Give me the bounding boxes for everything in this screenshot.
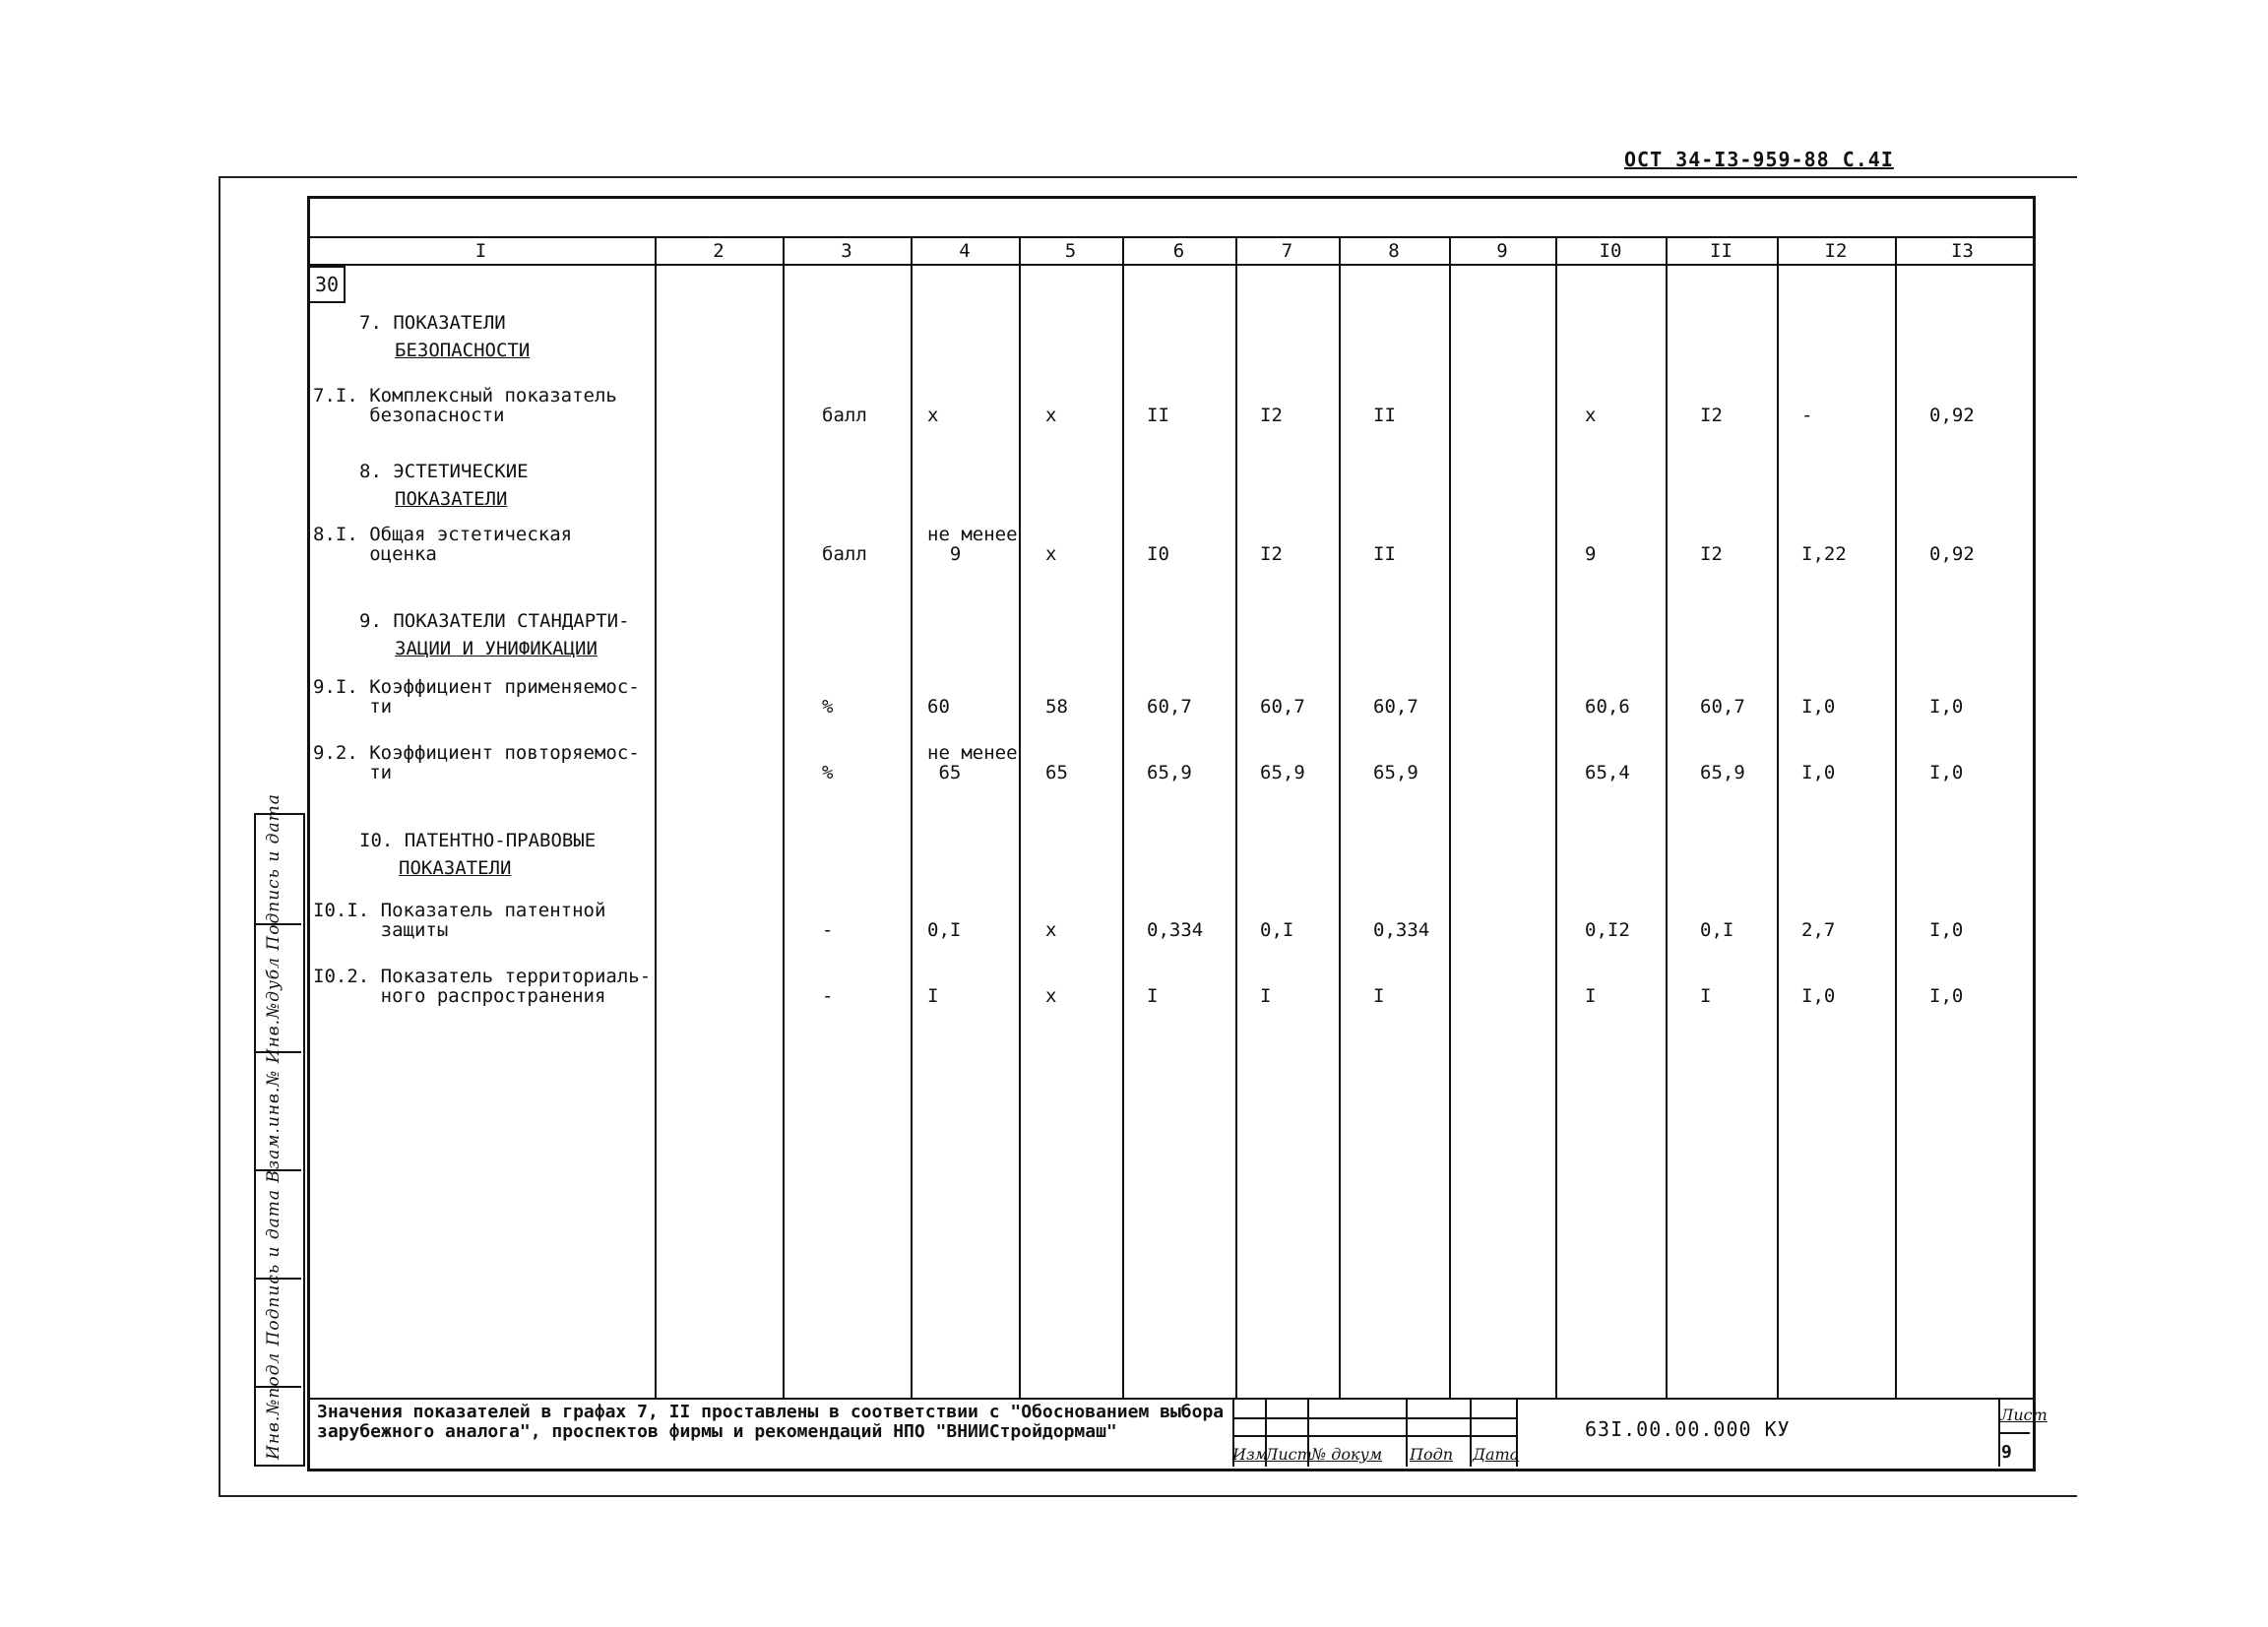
table-cell: I,0 (1929, 696, 1964, 718)
table-cell: - (822, 919, 834, 941)
table-cell: I,0 (1929, 919, 1964, 941)
table-cell: I,22 (1801, 543, 1847, 565)
column-divider (1895, 236, 1897, 1398)
stamp-label-izm: Изм (1232, 1445, 1268, 1464)
table-cell: I2 (1700, 543, 1723, 565)
table-cell: 0,92 (1929, 405, 1975, 426)
table-cell: х (927, 405, 939, 426)
column-divider (911, 236, 913, 1398)
table-cell: I,0 (1801, 985, 1836, 1007)
table-cell: I (1585, 985, 1597, 1007)
table-cell: - (822, 985, 834, 1007)
table-cell: 60,7 (1147, 696, 1192, 718)
column-divider (1122, 236, 1124, 1398)
column-divider (655, 236, 657, 1398)
column-number: I (474, 240, 487, 262)
column-number: 4 (959, 240, 971, 262)
column-divider (1666, 236, 1668, 1398)
stamp-label-docnum: № докум (1311, 1445, 1383, 1464)
table-cell: 0,334 (1147, 919, 1204, 941)
table-cell: I,0 (1801, 762, 1836, 783)
table-cell: % (822, 762, 834, 783)
table-cell: 65,4 (1585, 762, 1630, 783)
stamp-line (1232, 1435, 1516, 1437)
table-cell: 0,I2 (1585, 919, 1630, 941)
row-name: 8.I. Общая эстетическая оценка (313, 524, 573, 565)
page-badge: 30 (308, 266, 346, 303)
section-title: I0. ПАТЕНТНО-ПРАВОВЫЕ ПОКАЗАТЕЛИ (359, 830, 597, 879)
table-cell: 60,7 (1260, 696, 1305, 718)
header-bottom-line (307, 264, 2033, 266)
footer-note: Значения показателей в графах 7, II проставлены в соответствии с "Обоснованием выбора зарубежного аналога", проспектов фирмы и рекомендаций НПО "ВНИИСтройдормаш" (317, 1402, 1225, 1442)
table-cell: 0,92 (1929, 543, 1975, 565)
table-cell: не менее 65 (927, 742, 1018, 783)
table-cell: 0,I (1260, 919, 1294, 941)
row-name: I0.I. Показатель патентной защиты (313, 900, 606, 941)
table-cell: 65,9 (1260, 762, 1305, 783)
table-cell: х (1045, 985, 1057, 1007)
table-cell: 0,I (1700, 919, 1734, 941)
table-cell: I,0 (1929, 985, 1964, 1007)
table-cell: х (1045, 543, 1057, 565)
sheet-number: 9 (2001, 1442, 2012, 1463)
sheet-label: Лист (2000, 1406, 2048, 1424)
table-cell: не менее 9 (927, 524, 1018, 565)
stamp-label-list: Лист (1265, 1445, 1312, 1464)
column-number: 9 (1496, 240, 1508, 262)
column-divider (1449, 236, 1451, 1398)
column-number: I3 (1951, 240, 1974, 262)
stamp-line (1470, 1398, 1472, 1467)
table-cell: 65 (1045, 762, 1068, 783)
footer-line (307, 1398, 2033, 1400)
table-cell: II (1373, 543, 1396, 565)
table-cell: 60,7 (1700, 696, 1745, 718)
column-number: 6 (1172, 240, 1185, 262)
table-cell: I (927, 985, 939, 1007)
table-cell: 9 (1585, 543, 1597, 565)
side-stamp-text: Инв.№подл Подпись и дата Взам.инв.№ Инв.№дубл Подпись и дата (264, 793, 284, 1460)
column-number: I2 (1824, 240, 1848, 262)
document-code: ОСТ 34-I3-959-88 С.4I (1624, 148, 1894, 171)
table-cell: 65,9 (1700, 762, 1745, 783)
column-divider (1777, 236, 1779, 1398)
table-cell: 2,7 (1801, 919, 1836, 941)
stamp-line (1998, 1432, 2030, 1434)
section-title: 9. ПОКАЗАТЕЛИ СТАНДАРТИ- ЗАЦИИ И УНИФИКАЦИИ (359, 610, 630, 659)
column-number: 5 (1064, 240, 1077, 262)
table-cell: I (1700, 985, 1712, 1007)
table-cell: II (1147, 405, 1169, 426)
column-number: 3 (841, 240, 852, 262)
table-cell: 60,6 (1585, 696, 1630, 718)
table-cell: I (1373, 985, 1385, 1007)
stamp-line (1232, 1417, 1516, 1419)
column-number: II (1710, 240, 1732, 262)
column-divider (1339, 236, 1341, 1398)
table-cell: 58 (1045, 696, 1068, 718)
table-cell: % (822, 696, 834, 718)
table-cell: 0,I (927, 919, 962, 941)
column-number: 7 (1281, 240, 1293, 262)
table-cell: 60 (927, 696, 950, 718)
table-cell: балл (822, 405, 867, 426)
table-cell: 65,9 (1373, 762, 1418, 783)
table-cell: 0,334 (1373, 919, 1430, 941)
column-divider (783, 236, 785, 1398)
table-cell: I,0 (1929, 762, 1964, 783)
table-cell: II (1373, 405, 1396, 426)
table-cell: х (1045, 919, 1057, 941)
table-cell: балл (822, 543, 867, 565)
document-designation: 63I.00.00.000 КУ (1585, 1417, 1791, 1441)
table-cell: I,0 (1801, 696, 1836, 718)
table-cell: 60,7 (1373, 696, 1418, 718)
stamp-label-data: Дата (1473, 1445, 1520, 1464)
column-divider (1019, 236, 1021, 1398)
row-name: 9.I. Коэффициент применяемос- ти (313, 676, 640, 718)
column-number: 8 (1388, 240, 1400, 262)
table-cell: I (1147, 985, 1159, 1007)
table-cell: I2 (1700, 405, 1723, 426)
column-divider (1555, 236, 1557, 1398)
row-name: 9.2. Коэффициент повторяемос- ти (313, 742, 640, 783)
stamp-line (1406, 1398, 1408, 1467)
row-name: I0.2. Показатель территориаль- ного распространения (313, 966, 652, 1007)
table-cell: I2 (1260, 543, 1283, 565)
table-cell: х (1045, 405, 1057, 426)
table-cell: 65,9 (1147, 762, 1192, 783)
table-cell: - (1801, 405, 1813, 426)
table-cell: I (1260, 985, 1272, 1007)
side-stamp (254, 793, 305, 1467)
section-title: 7. ПОКАЗАТЕЛИ БЕЗОПАСНОСТИ (359, 312, 531, 361)
table-cell: I2 (1260, 405, 1283, 426)
table-cell: I0 (1147, 543, 1169, 565)
row-name: 7.I. Комплексный показатель безопасности (313, 385, 617, 426)
stamp-label-podp: Подп (1410, 1445, 1454, 1464)
column-number: I0 (1599, 240, 1622, 262)
column-divider (1235, 236, 1237, 1398)
column-number: 2 (713, 240, 724, 262)
table-cell: х (1585, 405, 1597, 426)
section-title: 8. ЭСТЕТИЧЕСКИЕ ПОКАЗАТЕЛИ (359, 461, 529, 510)
